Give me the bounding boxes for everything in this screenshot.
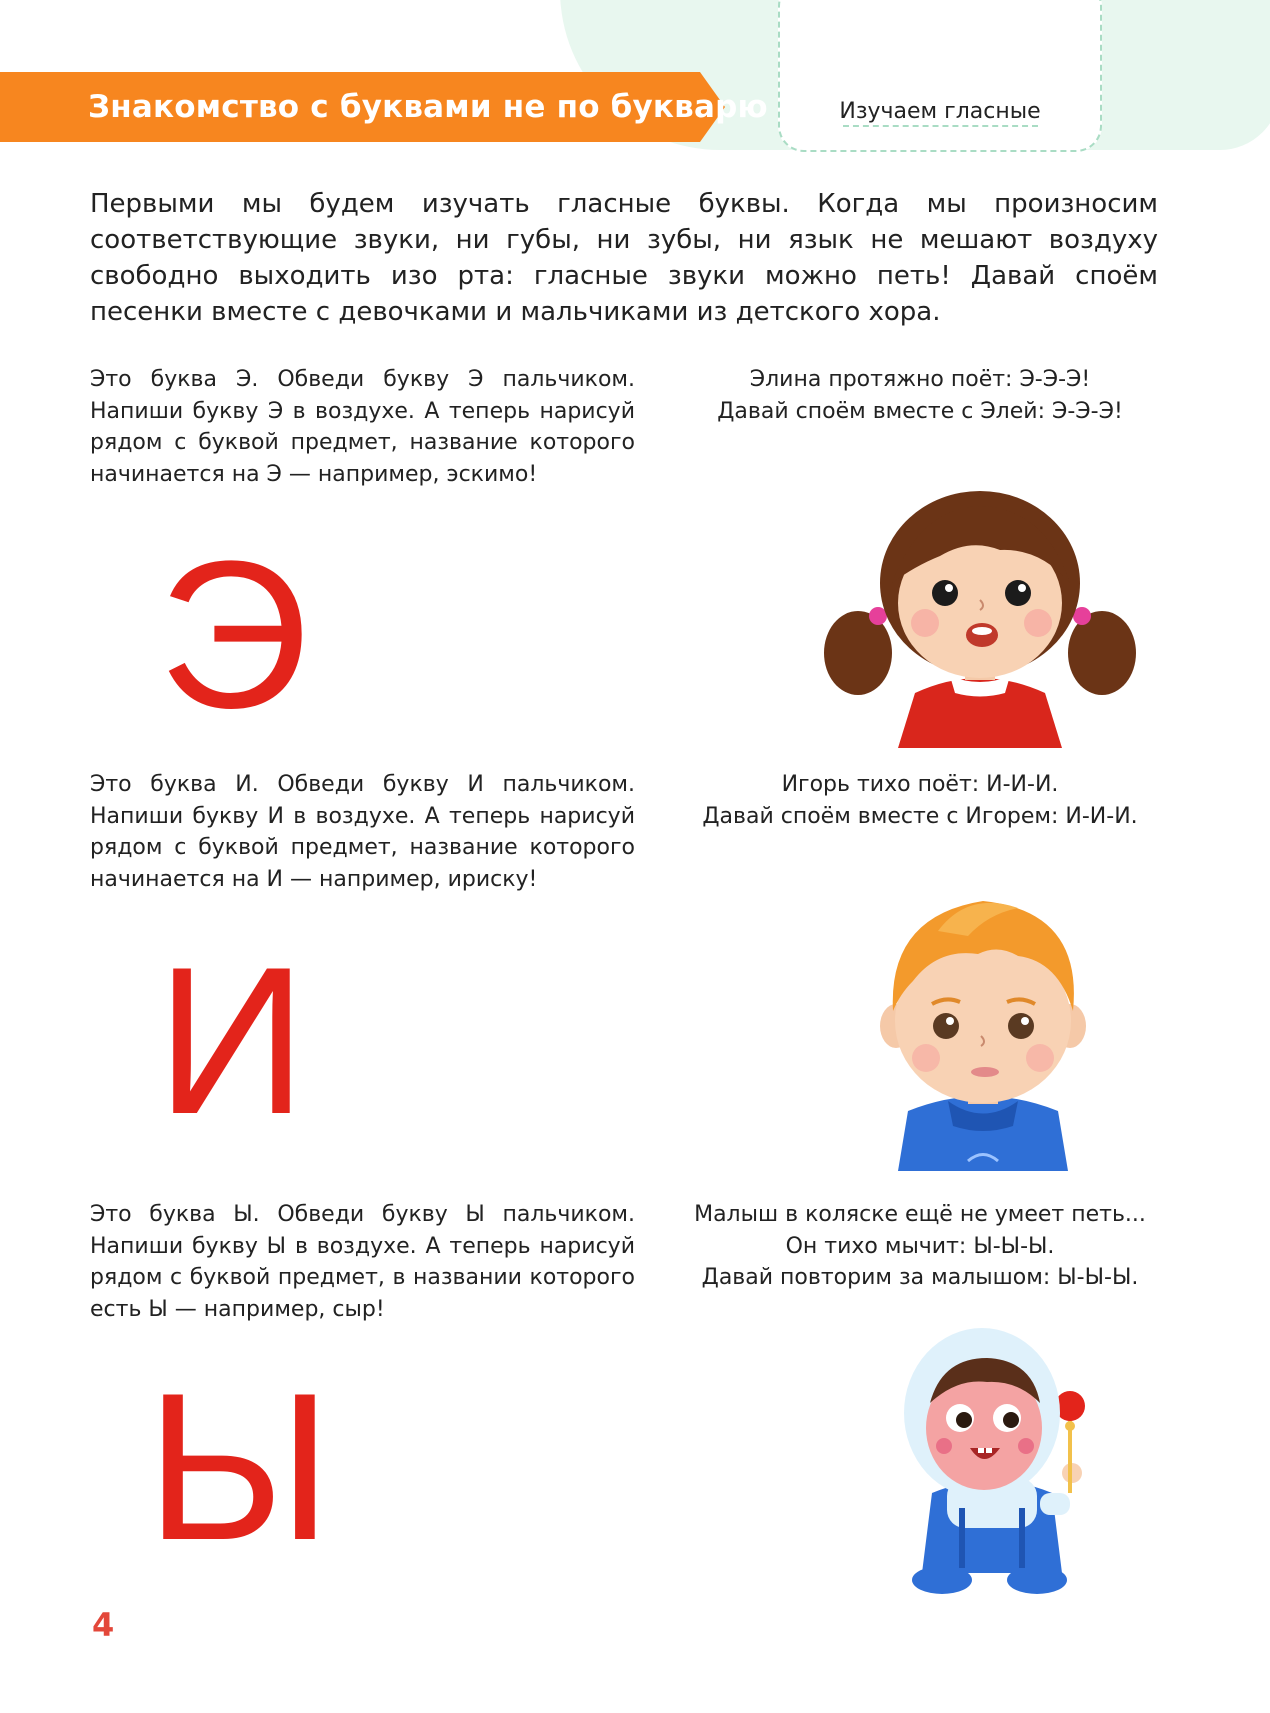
big-letter-y: Ы xyxy=(146,1349,332,1584)
intro-text: Первыми мы будем изучать гласные буквы. Когда мы произносим соответствующие звуки, ни губы, ни зубы, ни язык не мешают воздуху свободно выходить изо рта: гласные звуки можно петь! Давай споём песенки вместе с девочками и мальчиками из детского хора. xyxy=(90,189,1158,327)
lesson-text-y: Это буква Ы. Обведи букву Ы пальчиком. Напиши букву Ы в воздухе. А теперь нарисуй рядом с буквой предмет, в названии которого есть Ы — например, сыр! xyxy=(90,1202,635,1322)
song-line: Игорь тихо поёт: И-И-И. xyxy=(781,772,1059,797)
song-line: Давай споём вместе с Элей: Э-Э-Э! xyxy=(717,398,1123,424)
intro-paragraph xyxy=(90,186,1158,330)
section-tab-underline xyxy=(843,125,1038,127)
page-number: 4 xyxy=(92,1606,115,1644)
song-line: Элина протяжно поёт: Э-Э-Э! xyxy=(749,367,1091,392)
baby-with-rattle-icon xyxy=(892,1318,1102,1598)
chapter-title: Знакомство с буквами не по букварю xyxy=(88,89,768,125)
song-line: Он тихо мычит: Ы-Ы-Ы. xyxy=(785,1233,1055,1259)
chapter-banner xyxy=(0,72,768,142)
lesson-text-e: Это буква Э. Обведи букву Э пальчиком. Напиши букву Э в воздухе. А теперь нарисуй рядом с буквой предмет, название которого начинается на Э — например, эскимо! xyxy=(90,367,635,487)
song-e xyxy=(660,364,1180,427)
lesson-text-i: Это буква И. Обведи букву И пальчиком. Напиши букву И в воздухе. А теперь нарисуй рядом с буквой предмет, название которого начинается на И — например, ириску! xyxy=(90,772,635,892)
song-line: Давай повторим за малышом: Ы-Ы-Ы. xyxy=(701,1265,1139,1290)
song-y xyxy=(660,1199,1180,1294)
song-line: Давай споём вместе с Игорем: И-И-И. xyxy=(702,803,1138,829)
section-tab-label: Изучаем гласные xyxy=(839,99,1041,124)
section-tab xyxy=(778,0,1102,152)
song-line: Малыш в коляске ещё не умеет петь... xyxy=(694,1202,1146,1227)
girl-singer-icon xyxy=(820,488,1140,748)
song-i xyxy=(660,769,1180,832)
boy-singer-icon xyxy=(868,886,1098,1171)
big-letter-e: Э xyxy=(158,517,309,752)
big-letter-i: И xyxy=(156,923,307,1158)
